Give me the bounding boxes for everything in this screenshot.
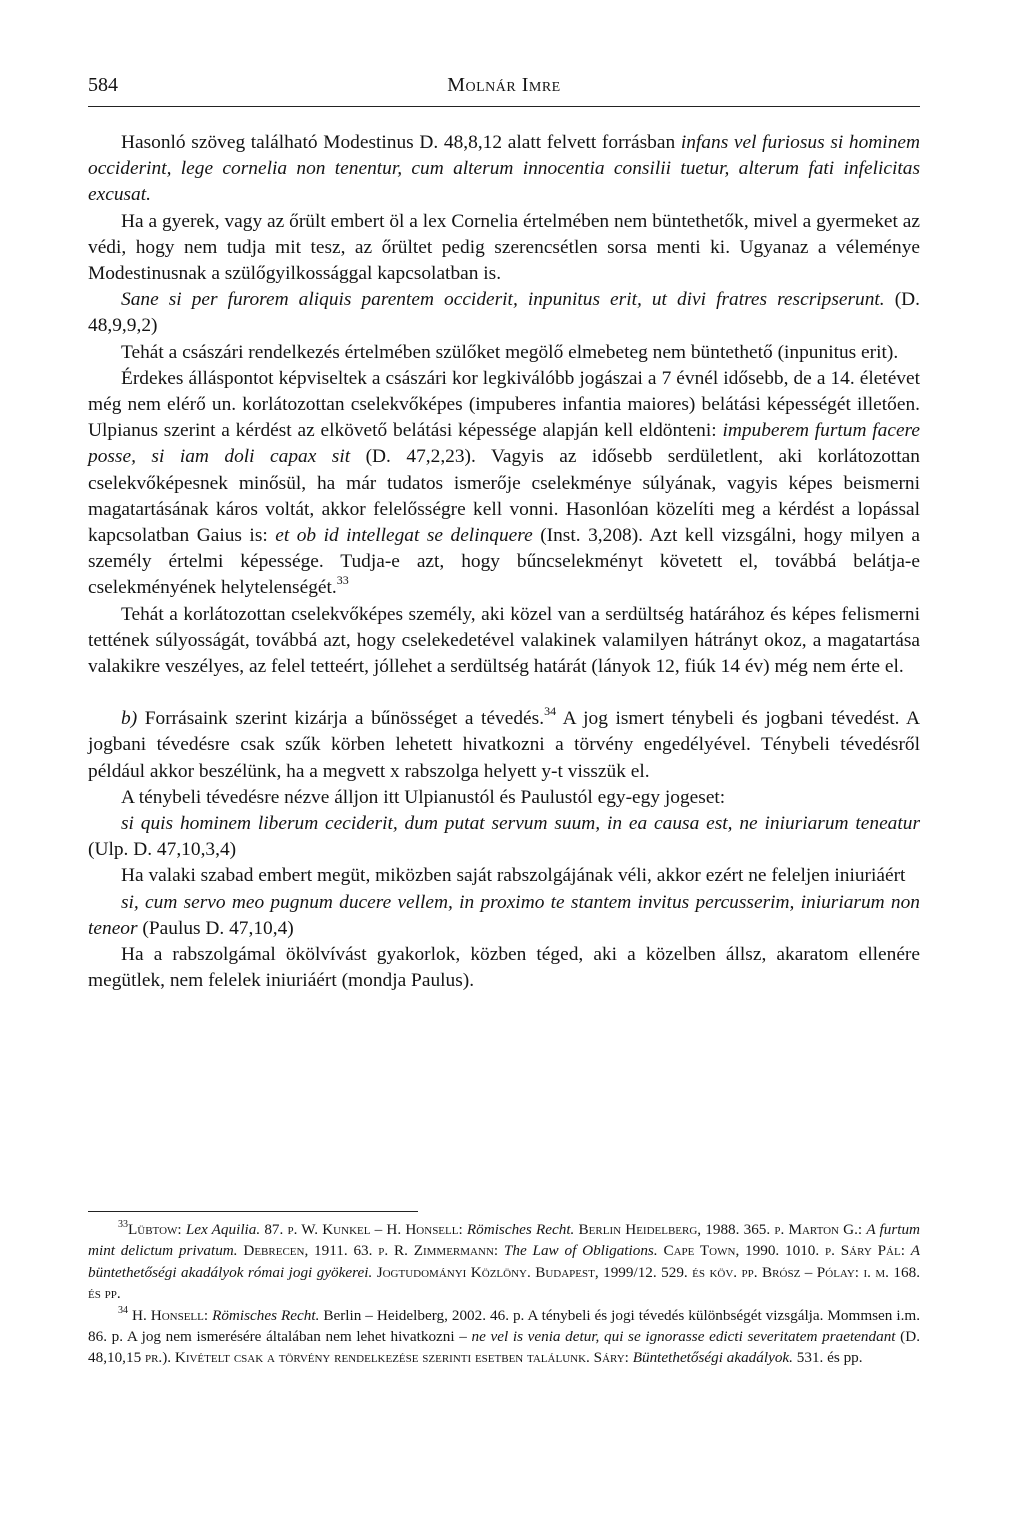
paragraph-impuberes: Érdekes álláspontot képviseltek a császári kor legkiválóbb jogászai a 7 évnél idősebb, de a 14. életévet még nem elérő un. korlátozottan cselekvőképes (impuberes infantia maiores) belátási képességét illetően. Ulpianus szerint a kérdést az elkövető belátási képessége alapján kell eldönteni: impuberem furtum facere posse, si iam doli capax sit (D. 47,2,23). Vagyis az idősebb serdületlent, aki korlátozottan cselekvőképesnek minősül, ha már tudatos ismerője cselekménye súlyának, vagyis képes beismerni magatartásának káros voltát, akkor felelősségre kell vonni. Hasonlóan közelíti meg a kérdést a lopással kapcsolatban Gaius is: et ob id intellegat se delinquere (Inst. 3,208). Azt kell vizsgálni, hogy milyen a személy értelmi képessége. Tudja-e azt, hogy bűncselekményt követett el, továbbá belátja-e cselekményének helytelenségét.$^{33}$ xyxy=(88,367,921,599)
paragraph-tevedes: b) Forrásaink szerint kizárja a bűnösséget a tévedés.$^{34}$ A jog ismert ténybeli és jogbani tévedést. A jogbani tévedésre csak szűk körben lehetett hivatkozni a törvény engedélyével. Ténybeli tévedésről például akkor beszélünk, ha a megvett x rabszolga helyett y-t visszük el. xyxy=(88,704,921,782)
paragraph-ulpianus-quote: si quis hominem liberum ceciderit, dum putat servum suum, in ea causa est, ne iniuriarum teneatur (Ulp. D. 47,10,3,4) xyxy=(88,813,920,861)
paragraph-translation-2: Tehát a császári rendelkezés értelmében szülőket megölő elmebeteg nem büntethető (inpunitus erit). xyxy=(121,341,899,363)
latin-quote: infans vel furiosus si hominem occiderint, lege cornelia non tenentur, cum alterum innocentia consilii tuetur, alterum fati infelicitas excusat. xyxy=(88,132,920,206)
running-head-author: Molnár Imre xyxy=(447,74,561,96)
paragraph-gap xyxy=(88,680,920,706)
latin-quote: et ob id intellegat se delinquere xyxy=(275,525,533,547)
latin-quote: si, cum servo meo pugnum ducere vellem, in proximo te stantem invitus percusserim, iniuriarum non teneor xyxy=(88,891,920,939)
footnote-number: 34 xyxy=(118,1304,128,1316)
footnote-ref-34[interactable]: 34 xyxy=(544,704,557,719)
paragraph-translation-1: Ha a gyerek, vagy az őrült embert öl a lex Cornelia értelmében nem büntethetők, mivel a gyermeket az védi, hogy nem tudja mit tesz, az őrültet pedig szerencsétlen sorsa menti ki. Ugyanaz a véleménye Modestinusnak a szülőgyilkossággal kapcsolatban is. xyxy=(88,210,920,285)
footnote-33: $^{33}$Lübtow: Lex Aquilia. 87. p. W. Kunkel – H. Honsell: Römisches Recht. Berlin Heidelberg, 1988. 365. p. Marton G.: A furtum mint delictum privatum. Debrecen, 1911. 63. p. R. Zimmermann: The Law of Obligations. Cape Town, 1990. 1010. p. Sáry Pál: A büntethetőségi akadályok római jogi gyökerei. Jogtudományi Közlöny. Budapest, 1999/12. 529. és köv. pp. Brósz – Pólay: i. m. 168. és pp. xyxy=(88,1219,921,1303)
latin-quote: Sane si per furorem aliquis parentem occiderit, inpunitus erit, ut divi fratres rescripserunt. xyxy=(121,289,885,311)
page-number: 584 xyxy=(88,74,118,96)
paragraph-translation-3: Ha valaki szabad embert megüt, miközben saját rabszolgájának véli, akkor ezért ne feleljen iniuriáért xyxy=(121,865,906,887)
footnote-34: $^{34}$ H. Honsell: Römisches Recht. Berlin – Heidelberg, 2002. 46. p. A ténybeli és jogi tévedés különbségét vizsgálja. Mommsen i.m. 86. p. A jog nem ismerésére általában nem lehet hivatkozni – ne vel is venia detur, qui se ignorasse edicti severitatem praetendant (D. 48,10,15 pr.). Kivételt csak a törvény rendelkezése szerinti esetben találunk. Sáry: Büntethetőségi akadályok. 531. és pp. xyxy=(88,1304,921,1367)
paragraph-paulus-quote: si, cum servo meo pugnum ducere vellem, in proximo te stantem invitus percusserim, iniuriarum non teneor (Paulus D. 47,10,4) xyxy=(88,891,920,939)
paragraph-modestinus-intro: Hasonló szöveg található Modestinus D. 48,8,12 alatt felvett forrásban infans vel furiosus si hominem occiderint, lege cornelia non tenentur, cum alterum innocentia consilii tuetur, alterum fati infelicitas excusat. xyxy=(88,132,920,206)
paragraph-conclusion: Tehát a korlátozottan cselekvőképes személy, aki közel van a serdültség határához és képes felismerni tettének súlyosságát, továbbá azt, hogy cselekedetével valakinek valamilyen hátrányt okoz, a magatartása valakikre veszélyes, az felel tetteért, jóllehet a serdültség határát (lányok 12, fiúk 14 év) még nem érte el. xyxy=(88,603,920,678)
footnote-number: 33 xyxy=(118,1219,128,1230)
footnote-ref-33[interactable]: 33 xyxy=(336,573,349,588)
paragraph-jogeset-intro: A ténybeli tévedésre nézve álljon itt Ulpianustól és Paulustól egy-egy jogeset: xyxy=(121,786,726,808)
section-label: b) xyxy=(121,708,138,730)
paragraph-translation-4: Ha a rabszolgámal ökölvívást gyakorlok, közben téged, aki a közelben állsz, akaratom ellenére megütlek, nem felelek iniuriáért (mondja Paulus). xyxy=(88,944,920,992)
main-text xyxy=(88,130,920,995)
footnote-divider xyxy=(88,1211,418,1212)
paragraph-latin-sane: Sane si per furorem aliquis parentem occiderit, inpunitus erit, ut divi fratres rescripserunt. (D. 48,9,9,2) xyxy=(88,289,920,337)
footnotes xyxy=(88,1219,920,1369)
latin-quote: impuberem furtum facere posse, si iam doli capax sit xyxy=(88,420,920,468)
page-header xyxy=(88,66,920,107)
latin-quote: si quis hominem liberum ceciderit, dum putat servum suum, in ea causa est, ne iniuriarum teneatur xyxy=(121,813,920,835)
